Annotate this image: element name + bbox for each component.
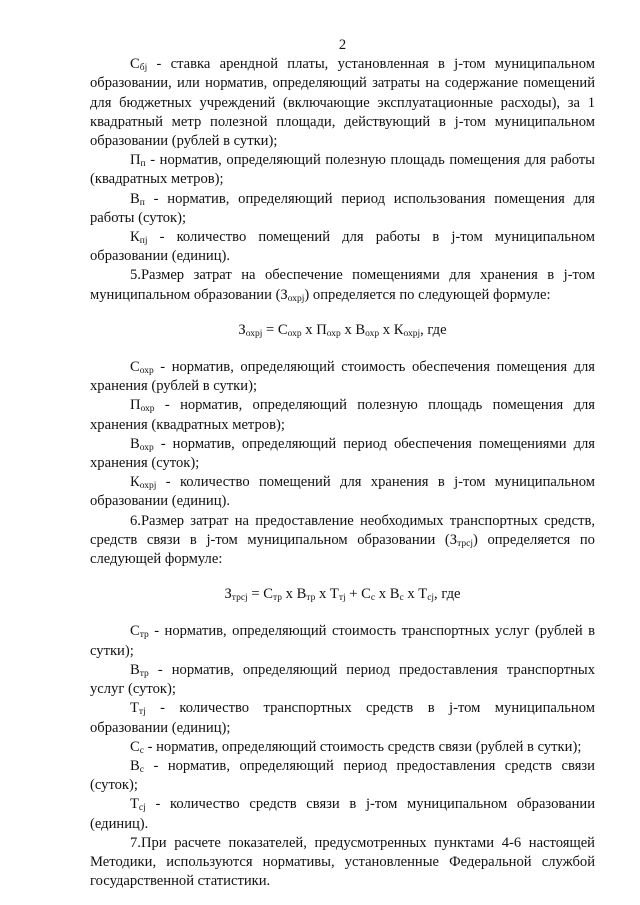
formula-storage: $З_{охрj} = С_{охр}$ х $П_{охр}$ х $В_{охр}$ х $К_{охрj}$, где: [238, 321, 447, 339]
definition-paragraph: $П_п$ - норматив, определяющий полезную площадь помещения для работы (квадратных метров);: [90, 152, 595, 188]
definition-paragraph: $Т_{сj}$ - количество средств связи в j-том муниципальном образовании (единиц).: [90, 796, 595, 832]
definition-paragraph: $С_{бj}$ - ставка арендной платы, установленная в j-том муниципальном образовании, или норматив, определяющий затраты на содержание помещений для бюджетных учреждений (включающие эксплуатационные расходы), за 1 квадратный метр полезной площади, действующий в j-том муниципальном образовании (рублей в сутки);: [90, 56, 595, 150]
page-number: 2: [338, 37, 347, 53]
formula-transport: $З_{трсj} = С_{тр}$ х $В_{тр}$ х $Т_{тj} + С_с$ х $В_с$ х $Т_{сj}$, где: [224, 586, 461, 604]
definition-paragraph: $В_п$ - норматив, определяющий период использования помещения для работы (суток);: [90, 190, 595, 226]
definition-paragraph: $С_{охр}$ - норматив, определяющий стоимость обеспечения помещения для хранения (рублей в сутки);: [90, 359, 595, 395]
definition-paragraph: $В_{охр}$ - норматив, определяющий период обеспечения помещениями для хранения (суток);: [90, 435, 595, 472]
definitions-group-a: [90, 55, 595, 266]
item-6-paragraph: 6.Размер затрат на предоставление необходимых транспортных средств, средств связи в j-том муниципальном образовании $(З_{трсj})$ определяется по следующей формуле:: [90, 512, 595, 568]
definition-paragraph: $С_с$ - норматив, определяющий стоимость средств связи (рублей в сутки);: [130, 738, 582, 756]
definition-paragraph: $К_{охрj}$ - количество помещений для хранения в j-том муниципальном образовании (единиц).: [90, 474, 595, 510]
definition-paragraph: $Т_{тj}$ - количество транспортных средств в j-том муниципальном образовании (единиц);: [90, 700, 595, 736]
definition-paragraph: $П_{охр}$ - норматив, определяющий полезную площадь помещения для хранения (квадратных метров);: [90, 397, 595, 433]
definition-paragraph: $К_{пj}$ - количество помещений для работы в j-том муниципальном образовании (единиц).: [90, 229, 595, 265]
definition-paragraph: $С_{тр}$ - норматив, определяющий стоимость транспортных услуг (рублей в сутки);: [90, 623, 595, 659]
definition-paragraph: $В_с$ - норматив, определяющий период предоставления средств связи (суток);: [90, 757, 595, 794]
definition-paragraph: $В_{тр}$ - норматив, определяющий период предоставления транспортных услуг (суток);: [90, 661, 595, 698]
document-page: [90, 36, 595, 891]
item-5-paragraph: 5.Размер затрат на обеспечение помещениями для хранения в j-том муниципальном образовании $(З_{охрj})$ определяется по следующей формуле:: [90, 267, 595, 304]
definitions-group-c: [90, 622, 595, 833]
definitions-group-b: [90, 358, 595, 512]
item-7-paragraph: 7.При расчете показателей, предусмотренных пунктами 4-6 настоящей Методики, используются нормативы, установленные Федеральной службой государственной статистики.: [90, 834, 595, 890]
